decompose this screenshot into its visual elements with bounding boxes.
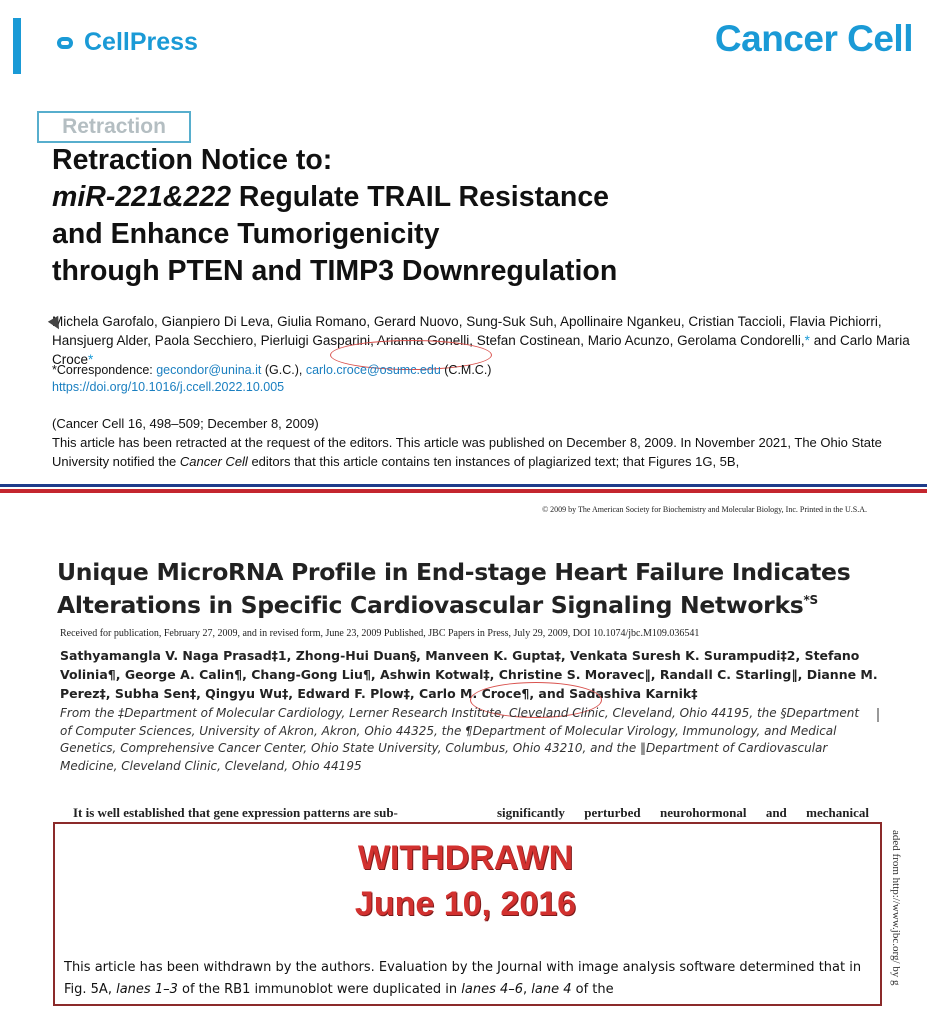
- notice-journal: Cancer Cell: [179, 454, 248, 469]
- body-word: and: [765, 805, 787, 820]
- journal-name: Cancer Cell: [714, 18, 913, 59]
- withdrawn-explanation: [64, 957, 869, 1001]
- body-text-left: It is well established that gene expression patterns are sub-: [73, 805, 398, 820]
- doi-link[interactable]: https://doi.org/10.1016/j.ccell.2022.10.005: [52, 380, 285, 394]
- email-link-1[interactable]: gecondor@unina.it: [156, 363, 262, 377]
- body-word: significantly: [497, 805, 565, 820]
- email-link-2[interactable]: carlo.croce@osumc.edu: [305, 363, 441, 377]
- withdrawn-stamp: WITHDRAWN: [357, 839, 574, 877]
- jbc-affiliations: From the ‡Department of Molecular Cardiology, Lerner Research Institute, Cleveland Clinic, Cleveland, Ohio 44195, the §Department of Computer Sciences, University of Akron, Akron, Ohio 44325, the ¶Department of Molecular Virology, Immunology, and Medical Genetics, Comprehensive Cancer Center, Ohio State University, Columbus, Ohio 43210, and the ‖Department of Cardiovascular Medicine, Cleveland Clinic, Cleveland, Ohio 44195: [60, 706, 860, 773]
- brand-bar: [13, 18, 21, 74]
- wd-lanes-2: lanes 4–6: [461, 982, 524, 997]
- author-star-2: *: [88, 352, 94, 367]
- authors-list: Michela Garofalo, Gianpiero Di Leva, Giulia Romano, Gerard Nuovo, Sung-Suk Suh, Apollinaire Ngankeu, Cristian Taccioli, Flavia Pichiorri, Hansjuerg Alder, Paola Secchiero, Pierluigi Gasparini, Arianna Gonelli, Stefan Costinean, Mario Acunzo, Gerolama Condorelli,: [52, 314, 882, 348]
- retraction-title: [52, 142, 912, 290]
- divider-red: [0, 489, 927, 493]
- corr-mid: (G.C.),: [261, 363, 306, 377]
- notice-part-a: This article has been retracted at the request of the editors. This article was published on December 8, 2009. In November 2021, The Ohio State University notified the: [52, 435, 882, 469]
- title-line-1: Retraction Notice to:: [52, 144, 333, 176]
- title-line-4: through PTEN and TIMP3 Downregulation: [52, 255, 618, 287]
- wd-part-c: ,: [523, 982, 532, 997]
- body-word: mechanical: [806, 805, 869, 820]
- title-line-3: and Enhance Tumorigenicity: [52, 218, 440, 250]
- citation: (Cancer Cell 16, 498–509; December 8, 2009): [52, 416, 319, 431]
- received-line: Received for publication, February 27, 2009, and in revised form, June 23, 2009 Published, JBC Papers in Press, July 29, 2009, DOI 10.1074/jbc.M109.036541: [60, 628, 700, 639]
- wd-lanes-1: lanes 1–3: [116, 982, 178, 997]
- corr-label: *Correspondence:: [52, 363, 157, 377]
- withdrawn-date: June 10, 2016: [354, 885, 577, 923]
- wd-part-d: of the: [571, 982, 614, 997]
- supplementary-mark: *S: [803, 593, 818, 607]
- body-word: perturbed: [584, 805, 641, 820]
- cellpress-logo: [52, 28, 198, 57]
- body-text-right: [497, 805, 869, 821]
- jbc-authors: Sathyamangla V. Naga Prasad‡1, Zhong-Hui Duan§, Manveen K. Gupta‡, Venkata Suresh K. Surampudi‡2, Stefano Volinia¶, George A. Calin¶, Chang-Gong Liu¶, Ashwin Kotwal‡, Christine S. Moravec‖, Randall C. Starling‖, Dianne M. Perez‡, Subha Sen‡, Qingyu Wu‡, Edward F. Plow‡, Carlo M. Croce¶, and Sadashiva Karnik‡: [60, 648, 878, 701]
- notice-part-b: editors that this article contains ten instances of plagiarized text; that Figures 1G, 5B,: [247, 454, 740, 469]
- retraction-badge: Retraction: [37, 111, 191, 143]
- retraction-notice: [52, 433, 920, 471]
- wd-lane-4: lane 4: [531, 982, 572, 997]
- corr-end: (C.M.C.): [440, 363, 492, 377]
- title-mirna: miR-221&222: [52, 181, 232, 213]
- wd-part-a: This article has been withdrawn by the authors. Evaluation by the Journal with image analysis software determined that in Fig. 5A,: [64, 960, 862, 997]
- correspondence: [52, 361, 491, 379]
- divider-blue: [0, 484, 927, 487]
- cellpress-mark-icon: [52, 30, 78, 56]
- margin-tick: [877, 708, 879, 722]
- copyright-line: © 2009 by The American Society for Biochemistry and Molecular Biology, Inc. Printed in the U.S.A.: [542, 505, 867, 514]
- download-side-text: aded from http://www.jbc.org/ by g: [890, 830, 902, 986]
- jbc-title-text: Unique MicroRNA Profile in End-stage Heart Failure Indicates Alterations in Specific Cardiovascular Signaling Networks: [57, 558, 851, 619]
- author-star: *: [804, 333, 810, 348]
- wd-part-b: of the RB1 immunoblot were duplicated in: [177, 982, 462, 997]
- title-line-2: [52, 179, 912, 216]
- publisher-name: CellPress: [84, 28, 198, 56]
- jbc-article-title: [57, 558, 917, 619]
- title-line-2-rest: Regulate TRAIL Resistance: [231, 181, 610, 213]
- authors-last: and Carlo Maria Croce: [52, 333, 910, 367]
- body-word: neurohormonal: [660, 805, 747, 820]
